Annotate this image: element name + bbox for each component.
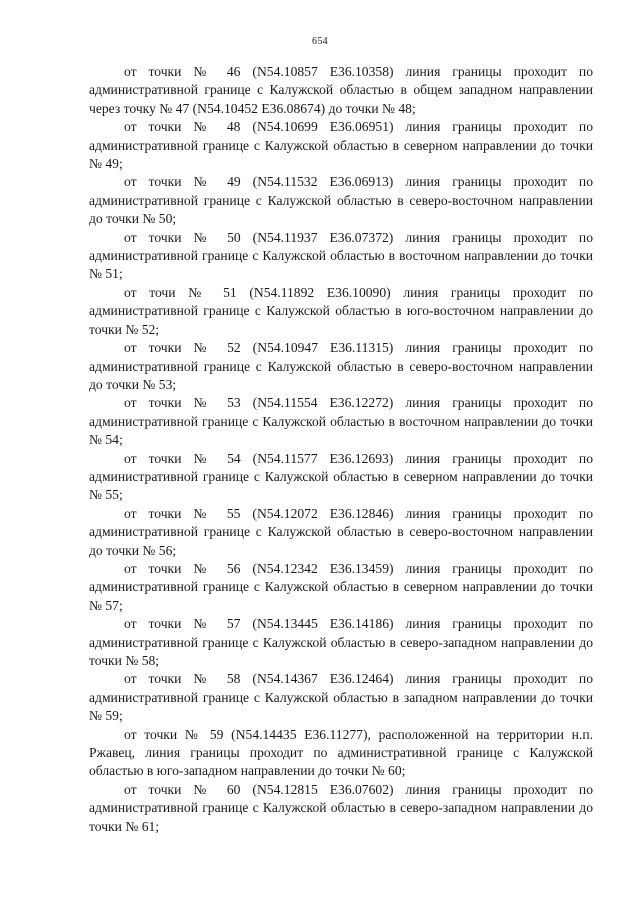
document-body (89, 63, 593, 836)
paragraph: от точки № 52 (N54.10947 E36.11315) линия границы проходит по административной границе с Калужской областью в северо-восточном направлении до точки № 53; (89, 340, 593, 392)
paragraph: от точки № 56 (N54.12342 E36.13459) линия границы проходит по административной границе с Калужской областью в северном направлении до точки № 57; (89, 560, 593, 613)
paragraph: от точки № 46 (N54.10857 E36.10358) линия границы проходит по административной границе с Калужской областью в общем западном направлении через точку № 47 (N54.10452 E36.08674) до точки № 48; (89, 64, 593, 116)
paragraph: от точи № 51 (N54.11892 E36.10090) линия границы проходит по административной границе с Калужской областью в юго-восточном направлении до точки № 52; (89, 284, 593, 337)
paragraph: от точки № 54 (N54.11577 E36.12693) линия границы проходит по административной границе с Калужской областью в северном направлении до точки № 55; (89, 450, 593, 503)
paragraph: от точки № 53 (N54.11554 E36.12272) линия границы проходит по административной границе с Калужской областью в восточном направлении до точки № 54; (89, 395, 593, 448)
page-number: 654 (312, 36, 328, 47)
paragraph: от точки № 48 (N54.10699 E36.06951) линия границы проходит по административной границе с Калужской областью в северном направлении до точки № 49; (89, 119, 593, 172)
paragraph: от точки № 60 (N54.12815 E36.07602) линия границы проходит по административной границе с Калужской областью в северо-западном направлении до точки № 61; (89, 781, 593, 834)
paragraph: от точки № 55 (N54.12072 E36.12846) линия границы проходит по административной границе с Калужской областью в северо-восточном направлении до точки № 56; (89, 505, 593, 558)
paragraph: от точки № 57 (N54.13445 E36.14186) линия границы проходит по административной границе с Калужской областью в северо-западном направлении до точки № 58; (89, 616, 593, 668)
paragraph: от точки № 58 (N54.14367 E36.12464) линия границы проходит по административной границе с Калужской областью в западном направлении до точки № 59; (89, 671, 593, 724)
paragraph: от точки № 50 (N54.11937 E36.07372) линия границы проходит по административной границе с Калужской областью в восточном направлении до точки № 51; (89, 229, 593, 282)
paragraph: от точки № 59 (N54.14435 E36.11277), расположенной на территории н.п. Ржавец, линия границы проходит по административной границе с Калужской областью в юго-западном направлении до точки № 60; (89, 726, 593, 779)
paragraph: от точки № 49 (N54.11532 E36.06913) линия границы проходит по административной границе с Калужской областью в северо-восточном направлении до точки № 50; (89, 174, 593, 227)
